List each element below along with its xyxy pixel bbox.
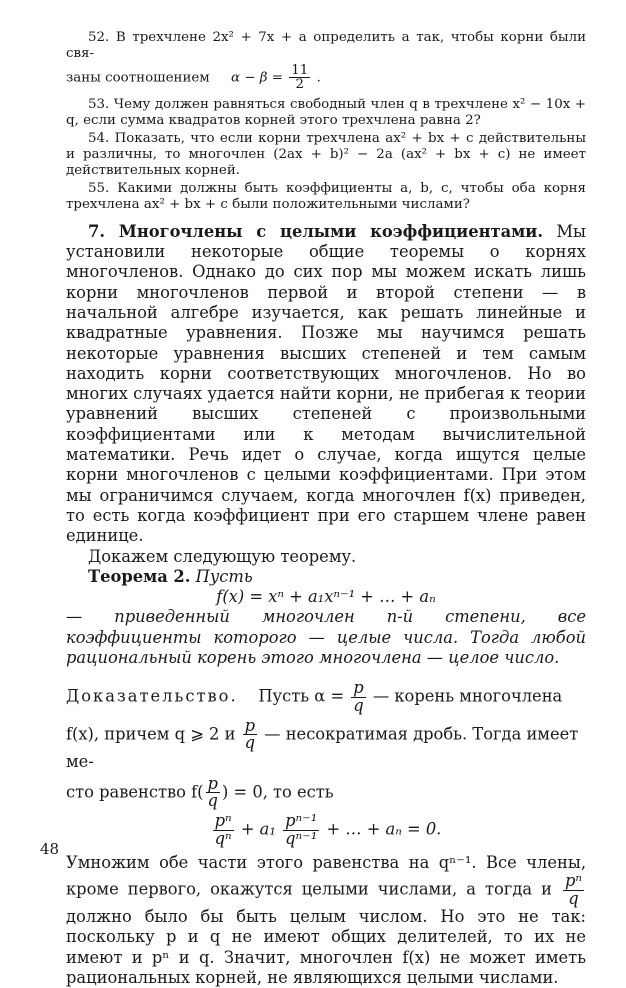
fraction-numerator: p — [353, 678, 364, 698]
fraction-denominator: qⁿ — [214, 828, 232, 848]
fraction-numerator: p — [207, 773, 218, 793]
theorem-lead: Пусть — [195, 566, 253, 586]
problem-55: 55. Какими должны быть коэффициенты a, b, c, чтобы оба корня трехчлена ax² + bx + c были положительными числами? — [66, 180, 586, 212]
proof-p3-b: должно было бы быть целым числом. Но это не так: поскольку p и q не имеют общих делителей, то их не имеют и pⁿ и q. Значит, многочлен f(x) не может иметь рациональных корней, не являющихся целыми числами. — [66, 906, 586, 987]
proof-l2-a: f(x), причем q ⩾ 2 и — [66, 724, 236, 744]
proof-paragraph — [66, 853, 586, 988]
proof-l2-b: — несократимая дробь. Тогда имеет ме- — [66, 724, 579, 771]
proof-l3-a: сто равенство f( — [66, 782, 204, 802]
problem-52-line1: 52. В трехчлене 2x² + 7x + a определить a так, чтобы корни были свя- — [66, 30, 586, 61]
fraction-numerator: 11 — [291, 63, 309, 78]
proof-l1-a: Пусть α = — [258, 686, 345, 706]
proof-label: Доказательство. — [66, 686, 238, 706]
fraction-denominator: qⁿ⁻¹ — [285, 828, 318, 848]
fraction-numerator: pⁿ — [214, 811, 232, 831]
fraction-numerator: pⁿ — [564, 871, 582, 891]
proof-l3-fraction — [206, 773, 220, 811]
theorem-header — [66, 567, 586, 587]
fraction-numerator: p — [244, 715, 256, 735]
proof-l2-fraction — [243, 715, 257, 753]
proof-l1-fraction — [351, 680, 365, 714]
proof-l1-b: — корень многочлена — [372, 686, 563, 706]
proof-line-1 — [66, 680, 586, 714]
fraction-denominator: 2 — [295, 77, 305, 93]
section-7 — [66, 222, 586, 988]
eq-fraction-1 — [213, 813, 234, 847]
eq-end: + … + aₙ = 0. — [326, 819, 442, 839]
page-content — [66, 30, 586, 988]
proof-equation — [66, 813, 586, 847]
proof-line-2 — [66, 715, 586, 772]
eq-mid: + a₁ — [240, 819, 276, 839]
problem-52-text: заны соотношением — [66, 70, 210, 86]
proof-l3-b: ) = 0, то есть — [221, 782, 334, 802]
theorem-statement: — приведенный многочлен n-й степени, все коэффициенты которого — целые числа. Тогда любой рациональный корень этого многочлена — целое число. — [66, 607, 586, 668]
section-paragraph-1 — [66, 222, 586, 547]
section-paragraph-2: Докажем следующую теорему. — [88, 546, 357, 566]
fraction-denominator: q — [244, 733, 256, 753]
fraction-denominator: q — [568, 888, 579, 908]
problem-52-end: . — [316, 70, 321, 86]
theorem-label: Теорема 2. — [88, 566, 191, 586]
section-text: Мы установили некоторые общие теоремы о корнях многочленов. Однако до сих пор мы можем искать лишь корни многочленов первой и второй степени — в начальной алгебре изучается, как решать линейные и квадратные уравнения. Позже мы научимся решать некоторые уравнения высших степеней и тем самым находить корни соответствующих многочленов. Но во многих случаях удается найти корни, не прибегая к теории уравнений высших степеней с произвольными коэффициентами или к методам вычислительной математики. Речь идет о случае, когда ищутся целые корни многочленов с целыми коэффициентами. При этом мы ограничимся случаем, когда многочлен f(x) приведен, то есть когда коэффициент при его старшем члене равен единице. — [66, 221, 586, 546]
proof-p3-a: Умножим обе части этого равенства на qⁿ⁻¹. Все члены, кроме первого, окажутся целыми числами, а тогда и — [66, 853, 586, 899]
fraction-numerator: pⁿ⁻¹ — [285, 811, 318, 831]
problem-52-line2 — [66, 64, 586, 92]
fraction-denominator: q — [353, 695, 364, 715]
section-heading: 7. Многочлены с целыми коэффициентами. — [88, 221, 544, 241]
proof-line-3 — [66, 773, 586, 811]
problem-53: 53. Чему должен равняться свободный член q в трехчлене x² − 10x + q, если сумма квадратов корней этого трехчлена равна 2? — [66, 96, 586, 128]
page-number: 48 — [40, 840, 60, 858]
eq-fraction-2 — [283, 813, 319, 847]
proof-p3-fraction — [563, 873, 584, 907]
theorem-formula: f(x) = xⁿ + a₁xⁿ⁻¹ + … + aₙ — [216, 587, 436, 607]
problem-52-expr: α − β = — [231, 70, 284, 86]
problem-52-fraction — [289, 64, 310, 92]
fraction-denominator: q — [207, 791, 218, 811]
problem-54: 54. Показать, что если корни трехчлена ax² + bx + c действительны и различны, то многочлен (2ax + b)² − 2a (ax² + bx + c) не имеет действительных корней. — [66, 130, 586, 178]
problems-block — [66, 30, 586, 213]
